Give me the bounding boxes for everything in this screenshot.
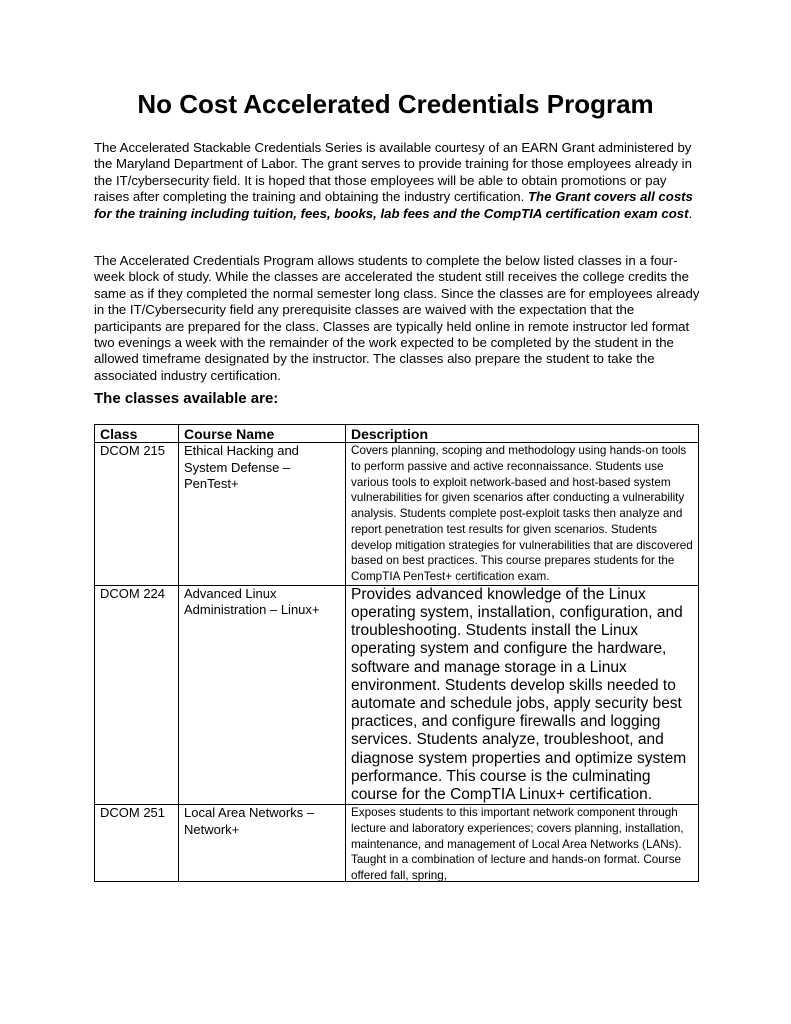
course-description: Provides advanced knowledge of the Linux operating system, installation, configuration, and troubleshooting. Students install the Linux operating system and configure the hardware, software and manage storage in a Linux environment. Students develop skills needed to automate and schedule jobs, apply security best practices, and configure firewalls and logging services. Students analyze, troubleshoot, and diagnose system properties and optimize system performance. This course is the culminating course for the CompTIA Linux+ certification. <box>346 585 699 804</box>
intro-paragraph-emphasis: The Grant covers all costs for the training including tuition, fees, books, lab fees and the CompTIA certification exam cost <box>94 189 693 221</box>
header-course-name: Course Name <box>179 425 346 443</box>
page-title: No Cost Accelerated Credentials Program <box>137 89 654 119</box>
class-code: DCOM 215 <box>95 443 179 586</box>
header-class: Class <box>95 425 179 443</box>
course-name: Ethical Hacking and System Defense – PenTest+ <box>179 443 346 586</box>
classes-table <box>94 424 699 882</box>
classes-heading: The classes available are: <box>94 390 279 407</box>
course-name: Local Area Networks – Network+ <box>179 805 346 882</box>
course-description-cell <box>346 805 699 882</box>
course-description: Exposes students to this important network component through lecture and laboratory experiences; covers planning, installation, maintenance, and management of Local Area Networks (LANs). Taught in a combination of lecture and hands-on format. Course offered fall, spring, <box>351 806 684 882</box>
intro-paragraph-end: . <box>688 205 693 221</box>
course-description: Covers planning, scoping and methodology using hands-on tools to perform passive and active reconnaissance. Students use various tools to exploit network-based and host-based system vulnerabilities for given scenarios after conducting a vulnerability analysis. Students complete post-exploit tasks then analyze and report penetration test results for given scenarios. Students develop mitigation strategies for vulnerabilities that are discovered based on best practices. This course prepares students for the CompTIA PenTest+ certification exam. <box>346 443 699 586</box>
intro-paragraph-text: The Accelerated Stackable Credentials Series is available courtesy of an EARN Grant administered by the Maryland Department of Labor. The grant serves to provide training for those employees already in the IT/cybersecurity field. It is hoped that those employees will be able to obtain promotions or pay raises after completing the training and obtaining the industry certification. <box>94 140 692 205</box>
program-paragraph: The Accelerated Credentials Program allows students to complete the below listed classes in a four-week block of study. While the classes are accelerated the student still receives the college credits the same as if they completed the normal semester long class. Since the classes are for employees already in the IT/Cybersecurity field any prerequisite classes are waived with the expectation that the participants are prepared for the class. Classes are typically held online in remote instructor led format two evenings a week with the remainder of the work expected to be completed by the student in the allowed timeframe designated by the instructor. The classes also prepare the student to take the associated industry certification. <box>94 253 700 383</box>
header-description: Description <box>346 425 699 443</box>
table-header-row <box>95 425 699 443</box>
course-name: Advanced Linux Administration – Linux+ <box>179 585 346 804</box>
intro-paragraph <box>94 140 704 222</box>
class-code: DCOM 224 <box>95 585 179 804</box>
class-code: DCOM 251 <box>95 805 179 882</box>
table-row <box>95 585 699 804</box>
table-row <box>95 805 699 882</box>
table-row <box>95 443 699 586</box>
